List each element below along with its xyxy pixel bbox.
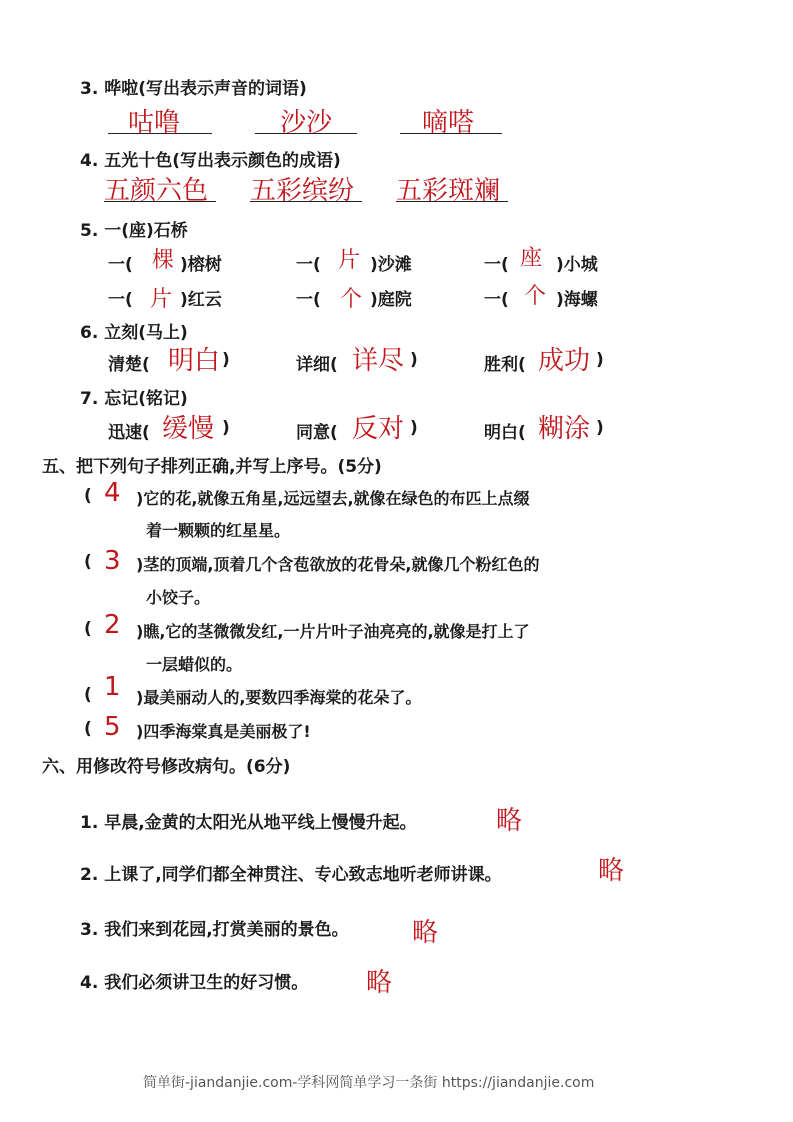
section5-item-5-open: (	[84, 719, 92, 739]
section5-item-2-line2: 小饺子。	[146, 588, 211, 607]
q6-answer-2: 详尽	[352, 346, 405, 376]
q3-answer-1: 咕噜	[128, 108, 181, 138]
q6-answer-1: 明白	[168, 346, 221, 376]
section6-sentence-4: 4. 我们必须讲卫生的好习惯。	[80, 973, 309, 993]
section6-sentence-2: 2. 上课了,同学们都全神贯注、专心致志地听老师讲课。	[80, 865, 502, 885]
q5-r2c2-answer: 个	[340, 287, 363, 312]
q4-prompt: 4. 五光十色(写出表示颜色的成语)	[80, 151, 341, 171]
q5-r1c3-answer: 座	[520, 246, 543, 271]
q4-answer-1: 五颜六色	[104, 176, 209, 206]
q7-word-2: 同意(	[296, 423, 338, 443]
q3-answer-3: 嘀嗒	[422, 108, 475, 138]
section5-item-4-open: (	[84, 685, 92, 705]
q5-r2c3-pre: 一(	[484, 290, 509, 310]
q7-close-2: )	[410, 418, 418, 438]
section6-answer-4: 略	[366, 968, 393, 998]
q5-r1c1-pre: 一(	[108, 255, 133, 275]
q7-prompt: 7. 忘记(铭记)	[80, 389, 188, 409]
q5-prompt: 5. 一(座)石桥	[80, 221, 188, 241]
q5-r1c2-answer: 片	[338, 248, 361, 273]
q7-answer-1: 缓慢	[162, 414, 215, 444]
q5-r1c3-post: )小城	[556, 255, 598, 275]
q7-word-3: 明白(	[484, 423, 526, 443]
section6-answer-2: 略	[598, 856, 625, 886]
q7-word-1: 迅速(	[108, 423, 150, 443]
q5-r1c2-pre: 一(	[296, 255, 321, 275]
section5-item-2-open: (	[84, 552, 92, 572]
q6-close-2: )	[410, 350, 418, 370]
section5-item-3-number: 2	[104, 610, 121, 640]
q5-r1c2-post: )沙滩	[370, 255, 412, 275]
q6-close-3: )	[596, 350, 604, 370]
section6-answer-3: 略	[412, 918, 439, 948]
q5-r1c1-post: )榕树	[180, 255, 222, 275]
q5-r1c3-pre: 一(	[484, 255, 509, 275]
q3-answer-2: 沙沙	[280, 108, 333, 138]
q5-r2c1-pre: 一(	[108, 290, 133, 310]
q6-close-1: )	[222, 350, 230, 370]
section6-sentence-3: 3. 我们来到花园,打赏美丽的景色。	[80, 920, 349, 940]
section5-item-2-number: 3	[104, 546, 121, 576]
section5-item-1-open: (	[84, 486, 92, 506]
q6-word-3: 胜利(	[484, 355, 526, 375]
q7-answer-2: 反对	[352, 414, 405, 444]
section6-sentence-1: 1. 早晨,金黄的太阳光从地平线上慢慢升起。	[80, 813, 417, 833]
section5-title: 五、把下列句子排列正确,并写上序号。(5分)	[42, 457, 382, 477]
q5-r2c3-post: )海螺	[556, 290, 598, 310]
section5-item-4-number: 1	[104, 672, 121, 702]
q5-r1c1-answer: 棵	[152, 248, 175, 273]
q5-r2c3-answer: 个	[524, 284, 547, 309]
section6-title: 六、用修改符号修改病句。(6分)	[42, 757, 291, 777]
q6-answer-3: 成功	[538, 346, 591, 376]
q6-prompt: 6. 立刻(马上)	[80, 323, 188, 343]
q4-answer-2: 五彩缤纷	[250, 176, 355, 206]
q5-r2c2-post: )庭院	[370, 290, 412, 310]
q4-answer-3: 五彩斑斓	[396, 176, 501, 206]
section5-item-3-open: (	[84, 619, 92, 639]
section5-item-4-line1: )最美丽动人的,要数四季海棠的花朵了。	[136, 688, 422, 707]
section6-answer-1: 略	[496, 806, 523, 836]
q7-close-1: )	[222, 418, 230, 438]
q3-prompt: 3. 哗啦(写出表示声音的词语)	[80, 79, 307, 99]
q6-word-1: 清楚(	[108, 355, 150, 375]
footer-watermark: 简单街-jiandanjie.com-学科网简单学习一条街 https://jiandanjie.com	[143, 1075, 595, 1091]
q5-r2c1-post: )红云	[180, 290, 222, 310]
section5-item-3-line2: 一层蜡似的。	[146, 655, 243, 674]
section5-item-3-line1: )瞧,它的茎微微发红,一片片叶子油亮亮的,就像是打上了	[136, 622, 530, 641]
q5-r2c1-answer: 片	[150, 287, 173, 312]
q6-word-2: 详细(	[296, 355, 338, 375]
q5-r2c2-pre: 一(	[296, 290, 321, 310]
q7-answer-3: 糊涂	[538, 414, 591, 444]
q7-close-3: )	[596, 418, 604, 438]
section5-item-5-line1: )四季海棠真是美丽极了!	[136, 722, 311, 741]
section5-item-2-line1: )茎的顶端,顶着几个含苞欲放的花骨朵,就像几个粉红色的	[136, 555, 540, 574]
section5-item-1-line2: 着一颗颗的红星星。	[146, 521, 291, 540]
section5-item-5-number: 5	[104, 712, 121, 742]
section5-item-1-number: 4	[104, 478, 121, 508]
section5-item-1-line1: )它的花,就像五角星,远远望去,就像在绿色的布匹上点缀	[136, 489, 530, 508]
